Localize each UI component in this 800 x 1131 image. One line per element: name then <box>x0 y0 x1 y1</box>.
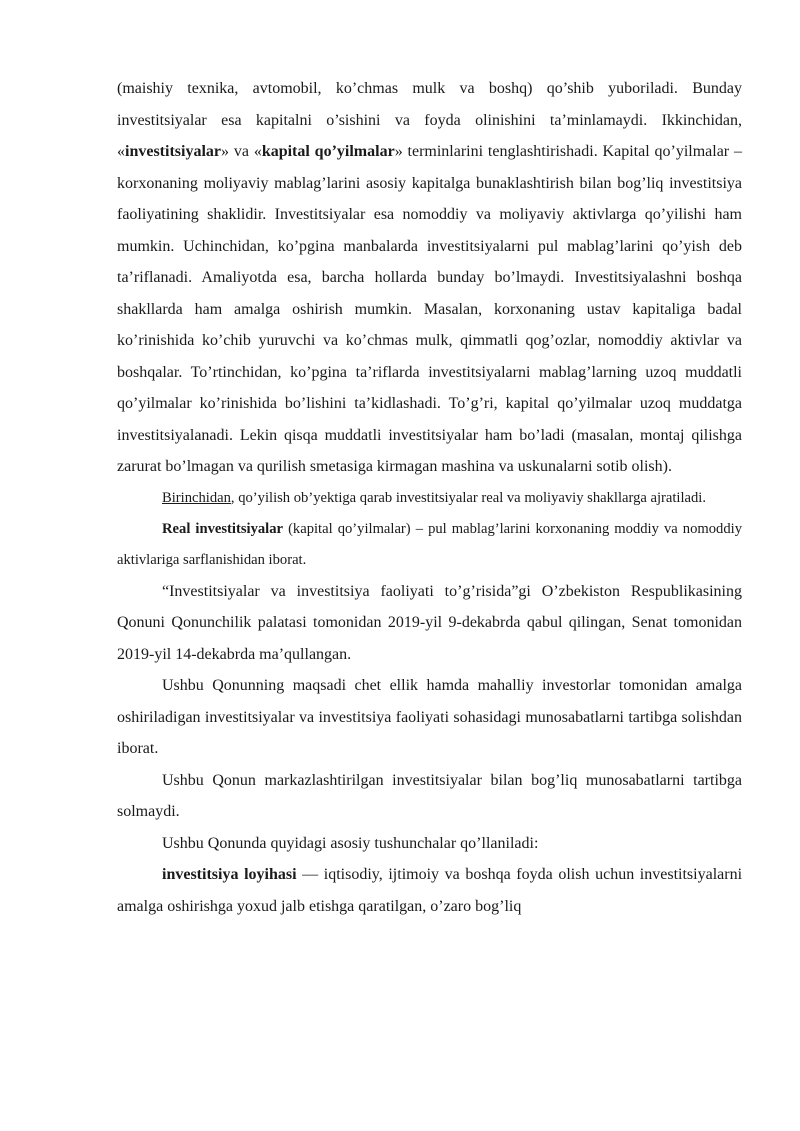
paragraph-law-purpose: Ushbu Qonunning maqsadi chet ellik hamda mahalliy investorlar tomonidan amalga oshiriladigan investitsiyalar va investitsiya faoliyati sohasidagi munosabatlarni tartibga solishdan iborat. <box>117 677 742 757</box>
paragraph-birinchidan <box>117 483 742 514</box>
paragraph-law-scope: Ushbu Qonun markazlashtirilgan investitsiyalar bilan bog’liq munosabatlarni tartibga solmaydi. <box>117 771 742 820</box>
paragraph-investment-differences <box>117 73 742 483</box>
paragraph-text: (maishiy texnika, avtomobil, ko’chmas mulk va boshq) qo’shib yuboriladi. Bunday investitsiyalar esa kapitalni o’sishini va foyda olinishini ta’minlamaydi. Ikkinchidan, « <box>117 80 742 160</box>
paragraph-law-title: “Investitsiyalar va investitsiya faoliyati to’g’risida”gi O’zbekiston Respublikasining Qonuni Qonunchilik palatasi tomonidan 2019-yil 9-dekabrda qabul qilingan, Senat tomonidan 2019-yil 14-dekabrda ma’qullangan. <box>117 582 742 663</box>
term-real-investitsiyalar: Real investitsiyalar <box>162 520 283 537</box>
term-investitsiya-loyihasi: investitsiya loyihasi <box>162 866 297 883</box>
term-kapital-qoyilmalar: kapital qo’yilmalar <box>261 143 395 160</box>
paragraph-text: » terminlarini tenglashtirishadi. Kapital qo’yilmalar – korxonaning moliyaviy mablag’larini asosiy kapitalga bunaklashtirish bilan bog’liq investitsiya faoliyatining shaklidir. Investitsiyalar esa nomoddiy va moliyaviy aktivlarga qo’yilishi ham mumkin. Uchinchidan, ko’pgina manbalarda investitsiyalarni pul mablag’larini qo’yish deb ta’riflanadi. Amaliyotda esa, barcha hollarda bunday bo’lmaydi. Investitsiyalashni boshqa shakllarda ham amalga oshirish mumkin. Masalan, korxonaning ustav kapitaliga badal ko’rinishida ko’chib yuruvchi va ko’chmas mulk, qimmatli qog’ozlar, nomoddiy aktivlar va boshqalar. To’rtinchidan, ko’pgina ta’riflarda investitsiyalarni mablag’larning uzoq muddatli qo’yilmalar ko’rinishida bo’lishini ta’kidlashadi. To’g’ri, kapital qo’yilmalar uzoq muddatga investitsiyalanadi. Lekin qisqa muddatli investitsiyalar ham bo’ladi (masalan, montaj qilishga zarurat bo’lmagan va qurilish smetasiga kirmagan mashina va uskunalarni sotib olish). <box>117 143 742 475</box>
underlined-word: Birinchidan <box>162 489 231 506</box>
paragraph-text: — iqtisodiy, ijtimoiy va boshqa foyda olish uchun investitsiyalarni amalga oshirishga yoxud jalb etishga qaratilgan, o’zaro bog’liq <box>117 866 743 915</box>
term-investitsiyalar: investitsiyalar <box>125 143 221 160</box>
paragraph-text: » va « <box>221 143 262 160</box>
paragraph-concepts-intro: Ushbu Qonunda quyidagi asosiy tushunchalar qo’llaniladi: <box>162 834 539 852</box>
paragraph-text: (kapital qo’yilmalar) – pul mablag’larini korxonaning moddiy va nomoddiy aktivlariga sarflanishidan iborat. <box>117 520 742 568</box>
paragraph-text: , qo’yilish ob’yektiga qarab investitsiyalar real va moliyaviy shakllarga ajratiladi. <box>230 489 707 506</box>
paragraph-investment-project-definition <box>117 859 742 922</box>
paragraph-real-investments <box>117 514 742 576</box>
